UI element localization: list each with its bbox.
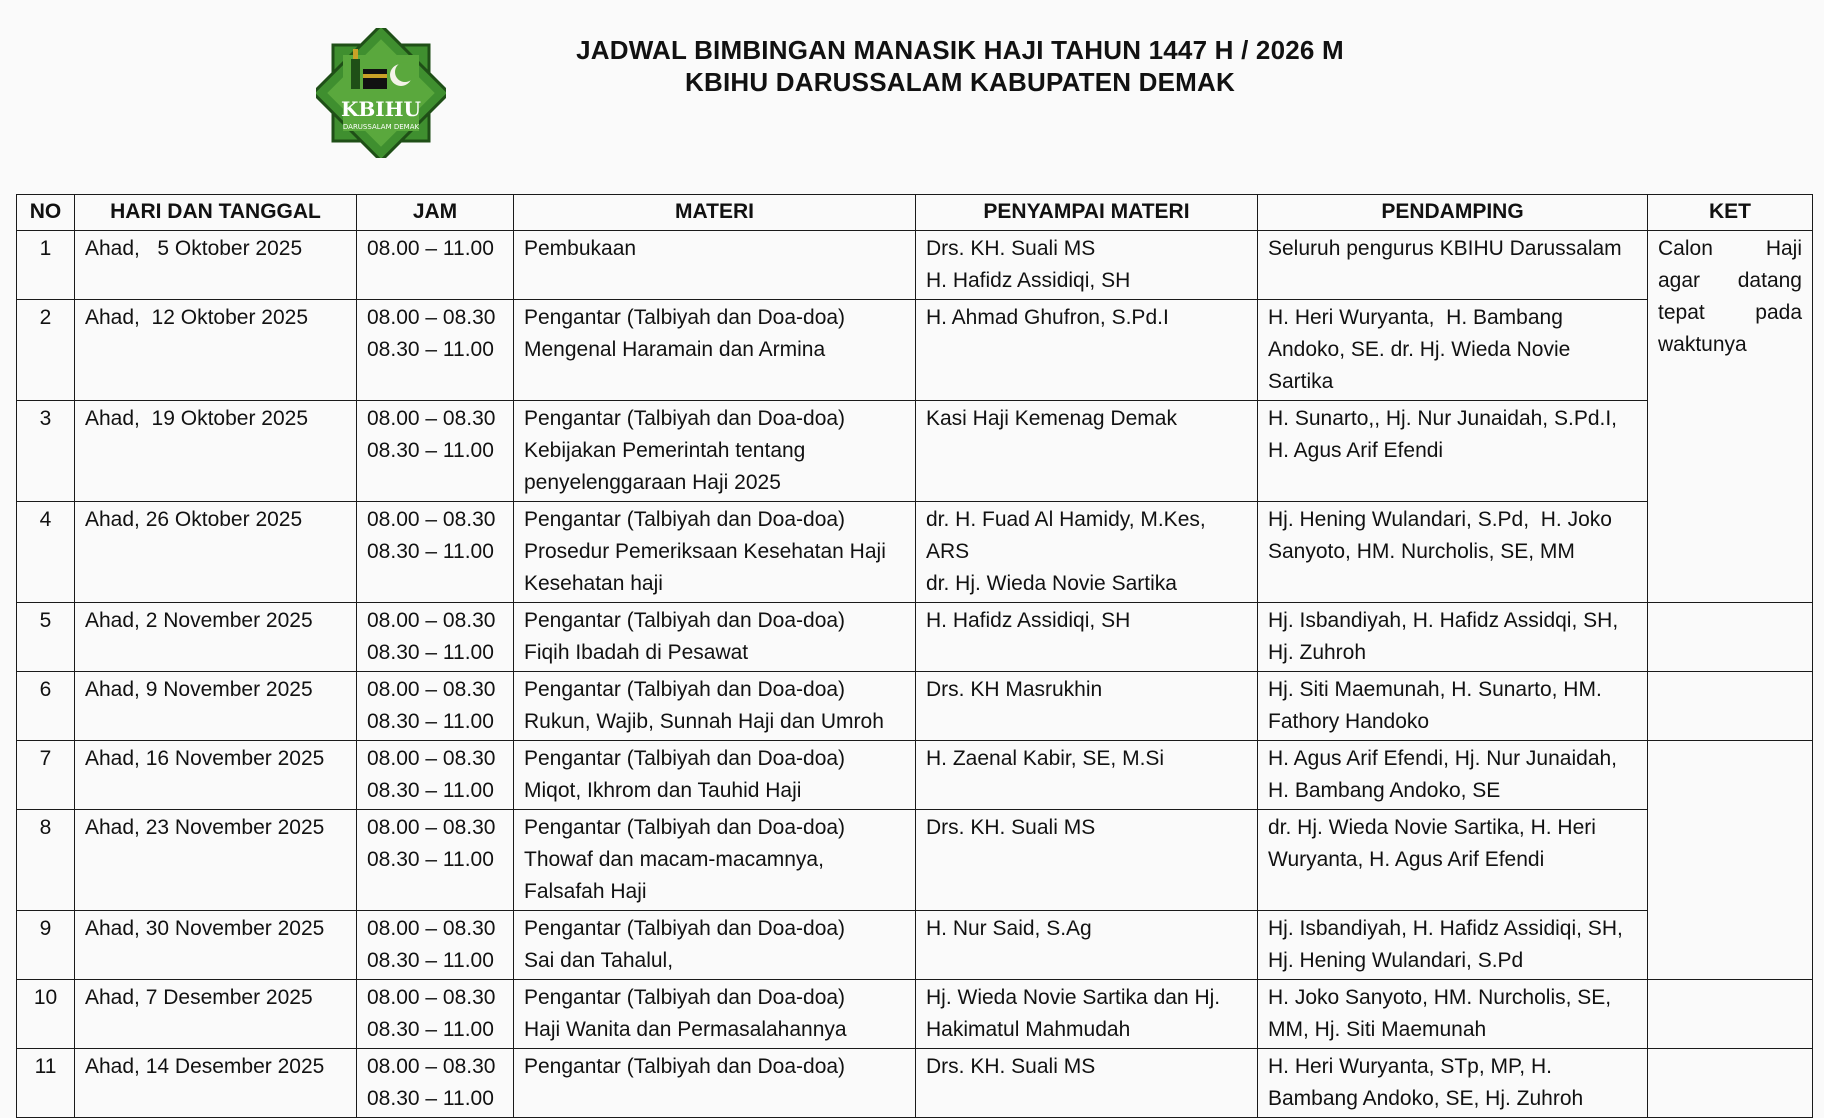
row-pendamping: [1258, 980, 1648, 1049]
penyampai-line: Drs. KH. Suali MS: [926, 816, 1096, 839]
row-pendamping: [1258, 672, 1648, 741]
pendamping-line: H. Agus Arif Efendi, Hj. Nur Junaidah,: [1268, 747, 1618, 770]
materi-line: Mengenal Haramain dan Armina: [524, 338, 826, 361]
pendamping-line: Bambang Andoko, SE, Hj. Zuhroh: [1268, 1087, 1584, 1110]
row-penyampai: [916, 401, 1258, 502]
pendamping-line: H. Heri Wuryanta, H. Bambang: [1268, 306, 1563, 329]
row-pendamping: [1258, 911, 1648, 980]
row-materi: [514, 672, 916, 741]
row-materi: [514, 401, 916, 502]
row-number: 8: [17, 810, 75, 911]
row-number: 1: [17, 231, 75, 300]
row-materi: [514, 603, 916, 672]
pendamping-line: dr. Hj. Wieda Novie Sartika, H. Heri: [1268, 816, 1596, 839]
row-number: 7: [17, 741, 75, 810]
jam-line: 08.00 – 08.30: [367, 678, 496, 701]
pendamping-line: Hj. Siti Maemunah, H. Sunarto, HM.: [1268, 678, 1602, 701]
jam-line: 08.00 – 08.30: [367, 306, 496, 329]
jam-line: 08.30 – 11.00: [367, 540, 494, 563]
row-penyampai: [916, 810, 1258, 911]
table-header-row: [17, 195, 1813, 231]
table-row: [17, 502, 1813, 603]
jam-line: 08.00 – 08.30: [367, 816, 496, 839]
row-jam: [357, 741, 514, 810]
materi-line: Pengantar (Talbiyah dan Doa-doa): [524, 508, 846, 531]
document-header: [0, 0, 1824, 180]
svg-text:DARUSSALAM DEMAK: DARUSSALAM DEMAK: [342, 123, 420, 131]
pendamping-line: Wuryanta, H. Agus Arif Efendi: [1268, 848, 1545, 871]
pendamping-line: H. Heri Wuryanta, STp, MP, H.: [1268, 1055, 1552, 1078]
materi-line: Pengantar (Talbiyah dan Doa-doa): [524, 1055, 846, 1078]
row-materi: [514, 911, 916, 980]
row-materi: [514, 300, 916, 401]
jam-line: 08.00 – 08.30: [367, 1055, 496, 1078]
jam-line: 08.00 – 08.30: [367, 407, 496, 430]
row-materi: [514, 741, 916, 810]
row-jam: [357, 1049, 514, 1118]
row-materi: [514, 231, 916, 300]
penyampai-line: H. Hafidz Assidiqi, SH: [926, 609, 1131, 632]
row-penyampai: [916, 502, 1258, 603]
row-number: 3: [17, 401, 75, 502]
pendamping-line: H. Joko Sanyoto, HM. Nurcholis, SE,: [1268, 986, 1612, 1009]
materi-line: Haji Wanita dan Permasalahannya: [524, 1018, 847, 1041]
jam-line: 08.00 – 08.30: [367, 508, 496, 531]
row-number: 2: [17, 300, 75, 401]
penyampai-line: Hakimatul Mahmudah: [926, 1018, 1131, 1041]
row-date: Ahad, 19 Oktober 2025: [75, 401, 357, 502]
row-materi: [514, 810, 916, 911]
row-date: Ahad, 16 November 2025: [75, 741, 357, 810]
jam-line: 08.30 – 11.00: [367, 1087, 494, 1110]
ket-empty: [1648, 1049, 1813, 1118]
penyampai-line: dr. Hj. Wieda Novie Sartika: [926, 572, 1177, 595]
materi-line: Rukun, Wajib, Sunnah Haji dan Umroh: [524, 710, 884, 733]
row-date: Ahad, 23 November 2025: [75, 810, 357, 911]
row-penyampai: [916, 672, 1258, 741]
penyampai-line: Drs. KH. Suali MS: [926, 1055, 1096, 1078]
penyampai-line: H. Hafidz Assidiqi, SH: [926, 269, 1131, 292]
row-pendamping: [1258, 231, 1648, 300]
materi-line: Miqot, Ikhrom dan Tauhid Haji: [524, 779, 802, 802]
row-date: Ahad, 30 November 2025: [75, 911, 357, 980]
row-pendamping: [1258, 502, 1648, 603]
row-jam: [357, 810, 514, 911]
row-number: 6: [17, 672, 75, 741]
penyampai-line: H. Ahmad Ghufron, S.Pd.I: [926, 306, 1169, 329]
penyampai-line: Hj. Wieda Novie Sartika dan Hj.: [926, 986, 1221, 1009]
jam-line: 08.00 – 08.30: [367, 747, 496, 770]
pendamping-line: Hj. Isbandiyah, H. Hafidz Assidqi, SH,: [1268, 609, 1619, 632]
penyampai-line: ARS: [926, 540, 970, 563]
penyampai-line: H. Nur Said, S.Ag: [926, 917, 1092, 940]
jam-line: 08.30 – 11.00: [367, 710, 494, 733]
ket-note: Calon Haji agar datang tepat pada waktunya: [1648, 231, 1813, 603]
pendamping-line: Hj. Isbandiyah, H. Hafidz Assidiqi, SH,: [1268, 917, 1623, 940]
schedule-table: [16, 194, 1813, 1118]
row-date: Ahad, 9 November 2025: [75, 672, 357, 741]
jam-line: 08.30 – 11.00: [367, 779, 494, 802]
materi-line: Pengantar (Talbiyah dan Doa-doa): [524, 609, 846, 632]
pendamping-line: Sartika: [1268, 370, 1334, 393]
row-date: Ahad, 5 Oktober 2025: [75, 231, 357, 300]
jam-line: 08.00 – 08.30: [367, 917, 496, 940]
table-row: [17, 1049, 1813, 1118]
row-jam: [357, 231, 514, 300]
pendamping-line: MM, Hj. Siti Maemunah: [1268, 1018, 1487, 1041]
row-jam: [357, 603, 514, 672]
row-pendamping: [1258, 741, 1648, 810]
row-number: 5: [17, 603, 75, 672]
pendamping-line: H. Sunarto,, Hj. Nur Junaidah, S.Pd.I,: [1268, 407, 1618, 430]
row-pendamping: [1258, 810, 1648, 911]
row-date: Ahad, 26 Oktober 2025: [75, 502, 357, 603]
row-pendamping: [1258, 300, 1648, 401]
row-materi: [514, 980, 916, 1049]
jam-line: 08.30 – 11.00: [367, 439, 494, 462]
penyampai-line: H. Zaenal Kabir, SE, M.Si: [926, 747, 1165, 770]
ket-empty: [1648, 980, 1813, 1049]
table-row: [17, 911, 1813, 980]
materi-line: Pembukaan: [524, 237, 637, 260]
header-penyampai: PENYAMPAI MATERI: [916, 195, 1258, 231]
table-row: [17, 231, 1813, 300]
row-jam: [357, 672, 514, 741]
pendamping-line: Hj. Zuhroh: [1268, 641, 1367, 664]
table-row: [17, 810, 1813, 911]
materi-line: Falsafah Haji: [524, 880, 647, 903]
materi-line: Pengantar (Talbiyah dan Doa-doa): [524, 747, 846, 770]
ket-empty: [1648, 672, 1813, 741]
row-materi: [514, 502, 916, 603]
pendamping-line: Andoko, SE. dr. Hj. Wieda Novie: [1268, 338, 1571, 361]
row-jam: [357, 401, 514, 502]
materi-line: Pengantar (Talbiyah dan Doa-doa): [524, 917, 846, 940]
jam-line: 08.00 – 08.30: [367, 986, 496, 1009]
row-jam: [357, 502, 514, 603]
materi-line: Sai dan Tahalul,: [524, 949, 674, 972]
row-penyampai: [916, 980, 1258, 1049]
row-number: 9: [17, 911, 75, 980]
ket-empty: [1648, 741, 1813, 980]
row-pendamping: [1258, 1049, 1648, 1118]
penyampai-line: Kasi Haji Kemenag Demak: [926, 407, 1177, 430]
pendamping-line: H. Bambang Andoko, SE: [1268, 779, 1501, 802]
ket-empty: [1648, 603, 1813, 672]
header-pendamping: PENDAMPING: [1258, 195, 1648, 231]
header-ket: KET: [1648, 195, 1813, 231]
penyampai-line: Drs. KH. Suali MS: [926, 237, 1096, 260]
jam-line: 08.00 – 11.00: [367, 237, 494, 260]
row-jam: [357, 911, 514, 980]
penyampai-line: Drs. KH Masrukhin: [926, 678, 1103, 701]
pendamping-line: Hj. Hening Wulandari, S.Pd: [1268, 949, 1524, 972]
row-penyampai: [916, 741, 1258, 810]
row-pendamping: [1258, 401, 1648, 502]
row-number: 11: [17, 1049, 75, 1118]
materi-line: Fiqih Ibadah di Pesawat: [524, 641, 749, 664]
materi-line: Pengantar (Talbiyah dan Doa-doa): [524, 816, 846, 839]
header-materi: MATERI: [514, 195, 916, 231]
materi-line: Pengantar (Talbiyah dan Doa-doa): [524, 986, 846, 1009]
row-number: 10: [17, 980, 75, 1049]
table-row: [17, 603, 1813, 672]
jam-line: 08.30 – 11.00: [367, 949, 494, 972]
table-row: [17, 741, 1813, 810]
penyampai-line: dr. H. Fuad Al Hamidy, M.Kes,: [926, 508, 1206, 531]
materi-line: Prosedur Pemeriksaan Kesehatan Haji: [524, 540, 886, 563]
row-date: Ahad, 2 November 2025: [75, 603, 357, 672]
pendamping-line: H. Agus Arif Efendi: [1268, 439, 1444, 462]
row-penyampai: [916, 603, 1258, 672]
materi-line: Pengantar (Talbiyah dan Doa-doa): [524, 407, 846, 430]
row-penyampai: [916, 231, 1258, 300]
materi-line: Pengantar (Talbiyah dan Doa-doa): [524, 678, 846, 701]
header-no: NO: [17, 195, 75, 231]
title-line-2: KBIHU DARUSSALAM KABUPATEN DEMAK: [685, 67, 1235, 97]
jam-line: 08.30 – 11.00: [367, 641, 494, 664]
pendamping-line: Hj. Hening Wulandari, S.Pd, H. Joko: [1268, 508, 1612, 531]
header-date: HARI DAN TANGGAL: [75, 195, 357, 231]
table-row: [17, 672, 1813, 741]
materi-line: Thowaf dan macam-macamnya,: [524, 848, 824, 871]
row-date: Ahad, 14 Desember 2025: [75, 1049, 357, 1118]
materi-line: Kebijakan Pemerintah tentang: [524, 439, 806, 462]
pendamping-line: Fathory Handoko: [1268, 710, 1430, 733]
pendamping-line: Sanyoto, HM. Nurcholis, SE, MM: [1268, 540, 1575, 563]
row-penyampai: [916, 911, 1258, 980]
jam-line: 08.30 – 11.00: [367, 338, 494, 361]
row-number: 4: [17, 502, 75, 603]
title-line-1: JADWAL BIMBINGAN MANASIK HAJI TAHUN 1447 H / 2026 M: [576, 35, 1344, 65]
table-row: [17, 300, 1813, 401]
row-jam: [357, 980, 514, 1049]
jam-line: 08.30 – 11.00: [367, 1018, 494, 1041]
row-materi: [514, 1049, 916, 1118]
row-date: Ahad, 12 Oktober 2025: [75, 300, 357, 401]
header-jam: JAM: [357, 195, 514, 231]
row-penyampai: [916, 300, 1258, 401]
kbihu-logo: [316, 28, 446, 158]
materi-line: penyelenggaraan Haji 2025: [524, 471, 781, 494]
title-block: [440, 34, 1480, 98]
materi-line: Kesehatan haji: [524, 572, 663, 595]
pendamping-line: Seluruh pengurus KBIHU Darussalam: [1268, 237, 1622, 260]
row-jam: [357, 300, 514, 401]
jam-line: 08.00 – 08.30: [367, 609, 496, 632]
svg-text:KBIHU: KBIHU: [341, 97, 421, 121]
row-date: Ahad, 7 Desember 2025: [75, 980, 357, 1049]
table-row: [17, 980, 1813, 1049]
jam-line: 08.30 – 11.00: [367, 848, 494, 871]
table-row: [17, 401, 1813, 502]
row-penyampai: [916, 1049, 1258, 1118]
materi-line: Pengantar (Talbiyah dan Doa-doa): [524, 306, 846, 329]
row-pendamping: [1258, 603, 1648, 672]
